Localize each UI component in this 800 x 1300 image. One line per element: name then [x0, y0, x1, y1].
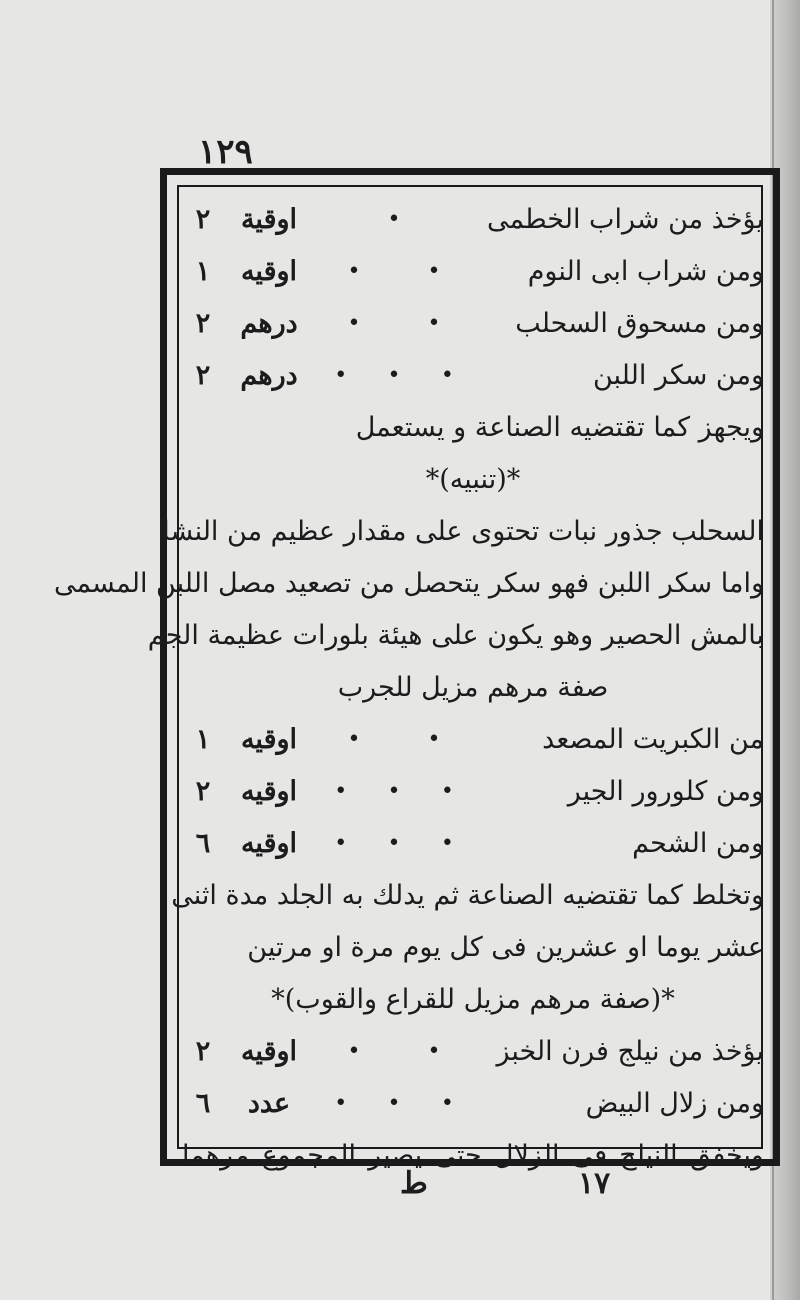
body-text-line: واما سكر اللبن فهو سكر يتحصل من تصعيد مصل اللبن المسمى	[53, 568, 764, 599]
leader-dot: •	[440, 779, 454, 804]
body-text-line: وتخلط كما تقتضيه الصناعة ثم يدلك به الجلد مدة اثنى	[171, 880, 764, 911]
leader-dot: •	[334, 1091, 348, 1116]
recipe-ingredient-row	[182, 298, 764, 350]
leader-dot: •	[347, 1039, 361, 1064]
measure-unit: اوقيه	[240, 1036, 298, 1067]
measure-quantity: ٦	[195, 1088, 211, 1119]
leader-dot: •	[334, 363, 348, 388]
leader-dots	[314, 1078, 474, 1130]
measure-quantity: ٢	[195, 1036, 211, 1067]
page-number: ١٢٩	[198, 132, 253, 172]
ingredient-name: ومن الشحم	[632, 828, 764, 859]
leader-dot: •	[440, 1091, 454, 1116]
measure-quantity: ٢	[195, 204, 211, 235]
measure-unit: اوقية	[240, 204, 298, 235]
ingredient-name: ومن كلورور الجير	[567, 776, 764, 807]
sheet-number: ١٧	[578, 1166, 611, 1201]
recipe-ingredient-row	[182, 1026, 764, 1078]
body-text-line: عشر يوما او عشرين فى كل يوم مرة او مرتين	[247, 932, 764, 963]
recipe-ingredient-row	[182, 818, 764, 870]
recipe-ingredient-row	[182, 714, 764, 766]
leader-dot: •	[387, 207, 401, 232]
leader-dot: •	[347, 311, 361, 336]
measure-unit: درهم	[240, 308, 298, 339]
measure-unit: عدد	[247, 1088, 291, 1119]
measure-unit: درهم	[240, 360, 298, 391]
leader-dot: •	[427, 259, 441, 284]
measure-quantity: ٦	[195, 828, 211, 859]
leader-dots	[314, 1026, 474, 1078]
leader-dots	[314, 714, 474, 766]
ingredient-name: يؤخذ من شراب الخطمى	[487, 204, 764, 235]
ingredient-name: ومن زلال البيض	[585, 1088, 764, 1119]
page-text-block	[53, 194, 764, 1182]
measure-quantity: ١	[195, 256, 211, 287]
recipe-ingredient-row	[182, 350, 764, 402]
leader-dot: •	[334, 779, 348, 804]
section-heading: صفة مرهم مزيل للجرب	[337, 672, 609, 703]
measure-quantity: ٢	[195, 360, 211, 391]
body-text-line: ويجهز كما تقتضيه الصناعة و يستعمل	[355, 412, 764, 443]
measure-unit: اوقيه	[240, 828, 298, 859]
recipe-ingredient-row	[182, 766, 764, 818]
leader-dot: •	[347, 727, 361, 752]
leader-dot: •	[334, 831, 348, 856]
ingredient-name: يؤخذ من نيلج فرن الخبز	[496, 1036, 764, 1067]
signature-mark: ط	[400, 1166, 428, 1201]
recipe-ingredient-row	[182, 1078, 764, 1130]
section-heading: *(صفة مرهم مزيل للقراع والقوب)*	[271, 984, 675, 1015]
leader-dots	[314, 246, 474, 298]
ingredient-name: من الكبريت المصعد	[542, 724, 764, 755]
body-text-line: ويخفق النيلج فى الزلال حتى يصير المجموع مرهما	[182, 1140, 764, 1171]
ingredient-name: ومن مسحوق السحلب	[515, 308, 764, 339]
leader-dot: •	[427, 311, 441, 336]
leader-dot: •	[387, 363, 401, 388]
ingredient-name: ومن شراب ابى النوم	[527, 256, 764, 287]
leader-dots	[314, 818, 474, 870]
leader-dot: •	[427, 1039, 441, 1064]
measure-unit: اوقيه	[240, 724, 298, 755]
section-heading: *(تنبيه)*	[425, 464, 521, 495]
body-text-line: السحلب جذور نبات تحتوى على مقدار عظيم من النشا	[162, 516, 764, 547]
recipe-ingredient-row	[182, 246, 764, 298]
leader-dots	[314, 194, 474, 246]
ingredient-name: ومن سكر اللبن	[592, 360, 764, 391]
measure-quantity: ٢	[195, 308, 211, 339]
leader-dot: •	[387, 779, 401, 804]
measure-unit: اوقيه	[240, 776, 298, 807]
leader-dot: •	[427, 727, 441, 752]
body-text-line: بالمش الحصير وهو يكون على هيئة بلورات عظيمة الجم	[147, 620, 764, 651]
measure-quantity: ١	[195, 724, 211, 755]
measure-quantity: ٢	[195, 776, 211, 807]
leader-dot: •	[387, 831, 401, 856]
recipe-ingredient-row	[182, 194, 764, 246]
leader-dot: •	[440, 831, 454, 856]
leader-dots	[314, 298, 474, 350]
leader-dot: •	[387, 1091, 401, 1116]
leader-dots	[314, 766, 474, 818]
leader-dot: •	[440, 363, 454, 388]
measure-unit: اوقيه	[240, 256, 298, 287]
leader-dots	[314, 350, 474, 402]
leader-dot: •	[347, 259, 361, 284]
